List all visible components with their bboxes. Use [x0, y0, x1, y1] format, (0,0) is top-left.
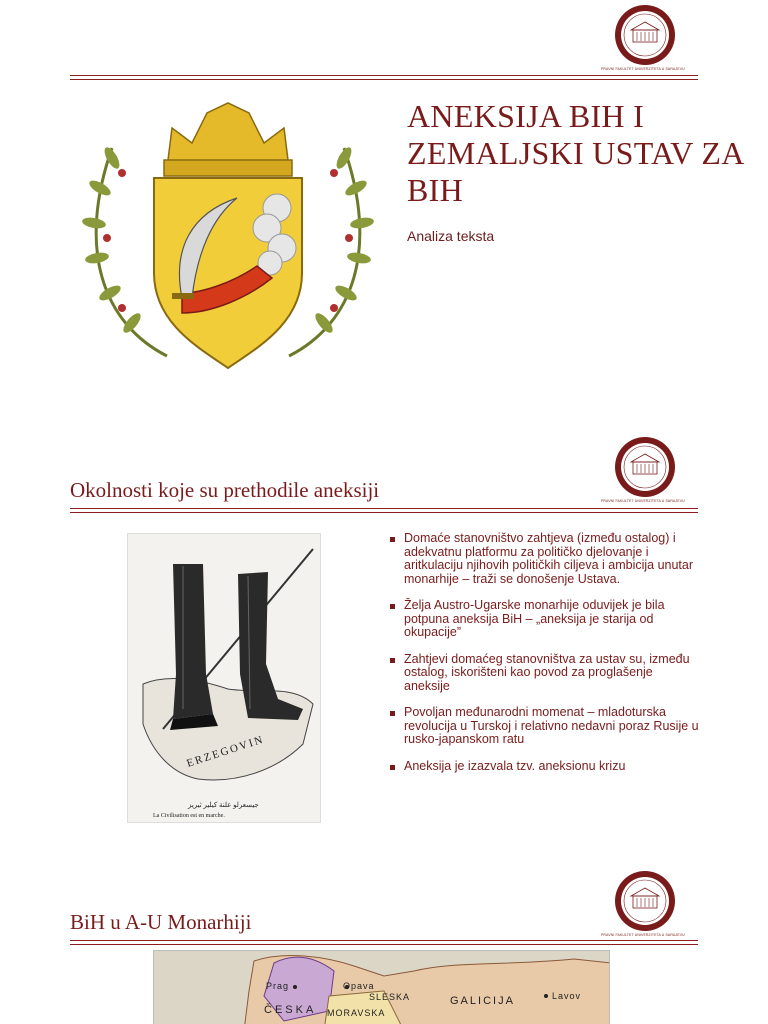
map-label: SLESKA [369, 992, 411, 1002]
seal-caption: PRAVNI FAKULTET UNIVERZITETA U SARAJEVU [601, 499, 685, 503]
map-slide [0, 866, 768, 1024]
list-item: Domaće stanovništvo zahtjeva (između ostalog) i adekvatnu platformu za političko djelovanje i aritkulaciju njihovih političkih ciljeva i ambicija unutar monarhije – traži se donošenje Ustava. [390, 532, 700, 586]
presentation-subtitle: Analiza teksta [407, 228, 495, 244]
list-item: Aneksija je izazvala tzv. aneksionu krizu [390, 760, 700, 774]
boots-cartoon-icon [127, 533, 321, 823]
slide-title: BiH u A-U Monarhiji [70, 910, 252, 934]
slide-title: Okolnosti koje su prethodile aneksiji [70, 478, 380, 502]
list-item: Želja Austro-Ugarske monarhije oduvijek je bila potpuna aneksija BiH – „aneksija je starija od okupacije” [390, 599, 700, 640]
map-label: MORAVSKA [327, 1008, 386, 1018]
divider [70, 508, 698, 509]
bullet-list [390, 532, 700, 786]
map-label: Lavov [552, 991, 582, 1001]
map-label: Prag [266, 981, 290, 991]
university-seal-icon [614, 870, 676, 932]
university-seal-icon [614, 436, 676, 498]
presentation-title: ANEKSIJA BIH I ZEMALJSKI USTAV ZA BIH [407, 98, 743, 208]
seal-caption: PRAVNI FAKULTET UNIVERZITETA U SARAJEVU [601, 67, 685, 71]
cartoon-caption: La Civilisation est en marche. [153, 813, 225, 819]
title-slide [0, 0, 768, 412]
map-label: Opava [343, 981, 375, 991]
cartoon-region-label: ERZEGOVIN [185, 733, 266, 770]
divider [70, 940, 698, 941]
austro-hungary-map-icon [153, 950, 610, 1024]
map-label: ČESKA [264, 1004, 317, 1016]
university-seal-icon [614, 4, 676, 66]
list-item: Povoljan međunarodni momenat – mladoturska revolucija u Turskoj i relativno nedavni poraz Rusije u rusko-japanskom ratu [390, 706, 700, 747]
bosnia-coat-of-arms-icon [72, 98, 384, 373]
divider [70, 512, 698, 513]
content-slide [0, 432, 768, 842]
divider [70, 944, 698, 945]
divider [70, 75, 698, 76]
cartoon-arabic-caption: جيسعرلو علنة كيلير ثيريز [188, 801, 259, 809]
seal-caption: PRAVNI FAKULTET UNIVERZITETA U SARAJEVU [601, 933, 685, 937]
list-item: Zahtjevi domaćeg stanovništva za ustav su, između ostalog, iskorišteni kao povod za proglašenje aneksije [390, 653, 700, 694]
map-label: GALICIJA [450, 995, 515, 1007]
divider [70, 79, 698, 80]
